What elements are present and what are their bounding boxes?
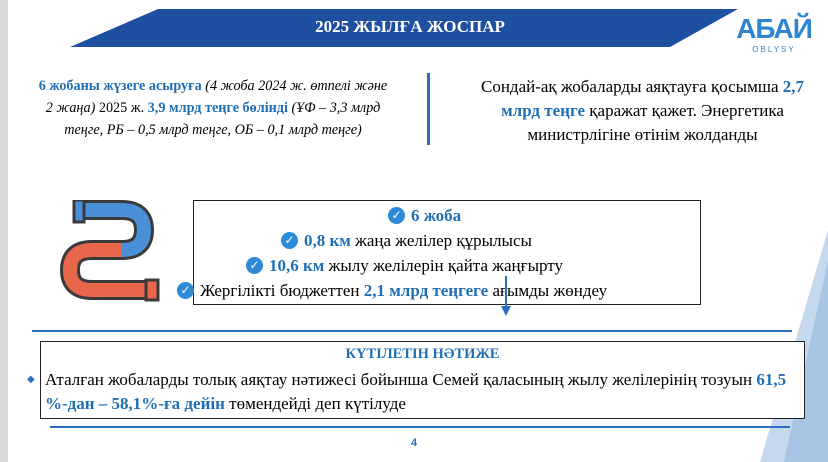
check-circle-icon: ✓ — [388, 207, 405, 224]
funding-note: (4 жоба 2024 ж. өтпелі және 2 жаңа) — [45, 78, 388, 116]
diamond-bullet-icon: ◆ — [27, 374, 35, 385]
funding-amount: 3,9 млрд теңге бөлінді — [147, 100, 288, 116]
expected-result-title: КҮТІЛЕТІН НӘТИЖЕ — [345, 346, 500, 362]
expected-result-text — [45, 368, 795, 416]
logo-main-text: АБАЙ — [736, 13, 812, 44]
bullet-pre: Жергілікті бюджеттен — [200, 281, 360, 300]
bullet-highlight: 2,1 млрд теңгеге — [363, 281, 489, 300]
additional-amount: 2,7 млрд теңге — [501, 77, 804, 120]
funding-breakdown: (ҰФ – 3,3 млрд теңге, РБ – 0,5 млрд теңге, ОБ – 0,1 млрд теңге) — [64, 100, 381, 138]
logo-mark — [728, 8, 820, 58]
bullet-text: жаңа желілер құрылысы — [355, 231, 532, 250]
check-circle-icon: ✓ — [246, 257, 263, 274]
bullet-modernization — [246, 255, 563, 277]
bullet-text: ағымды жөндеу — [492, 281, 608, 300]
bullet-highlight: 6 жоба — [411, 206, 462, 225]
bullet-highlight: 0,8 км — [304, 231, 351, 250]
additional-text-1: Сондай-ақ жобаларды аяқтауға қосымша — [481, 77, 779, 96]
divider-line-top — [32, 330, 792, 332]
pipe-icon — [52, 200, 164, 302]
additional-funding-note — [480, 75, 805, 147]
bullet-local-budget — [177, 280, 607, 302]
page-number: 4 — [410, 437, 418, 449]
funding-year: 2025 ж. — [98, 100, 145, 116]
check-circle-icon: ✓ — [281, 232, 298, 249]
check-circle-icon: ✓ — [177, 282, 194, 299]
vertical-divider — [427, 73, 430, 145]
result-text-2: төмендейді деп күтілуде — [229, 394, 406, 413]
funding-summary — [38, 75, 388, 141]
result-highlight: 61,5 %-дан – 58,1%-ға дейін — [45, 370, 787, 413]
bullet-text: жылу желілерін қайта жаңғырту — [328, 256, 563, 275]
arrow-down-icon — [500, 276, 512, 316]
funding-lead: 6 жобаны жүзеге асыруға — [38, 78, 202, 94]
additional-text-2: қаражат қажет. Энергетика министрлігіне өтінім жолданды — [527, 101, 784, 144]
bullet-projects — [388, 205, 461, 227]
bullet-new-networks — [281, 230, 532, 252]
bullet-highlight: 10,6 км — [269, 256, 325, 275]
expected-result-box — [27, 341, 805, 419]
divider-line-bottom — [50, 426, 790, 428]
left-edge-strip — [0, 0, 8, 462]
result-text-1: Аталған жобаларды толық аяқтау нәтижесі бойынша Семей қаласының жылу желілерінің тозуын — [45, 370, 753, 389]
logo-sub-text: OBLYSY — [752, 45, 796, 54]
logo — [728, 8, 820, 58]
page-title: 2025 ЖЫЛҒА ЖОСПАР — [315, 17, 505, 36]
